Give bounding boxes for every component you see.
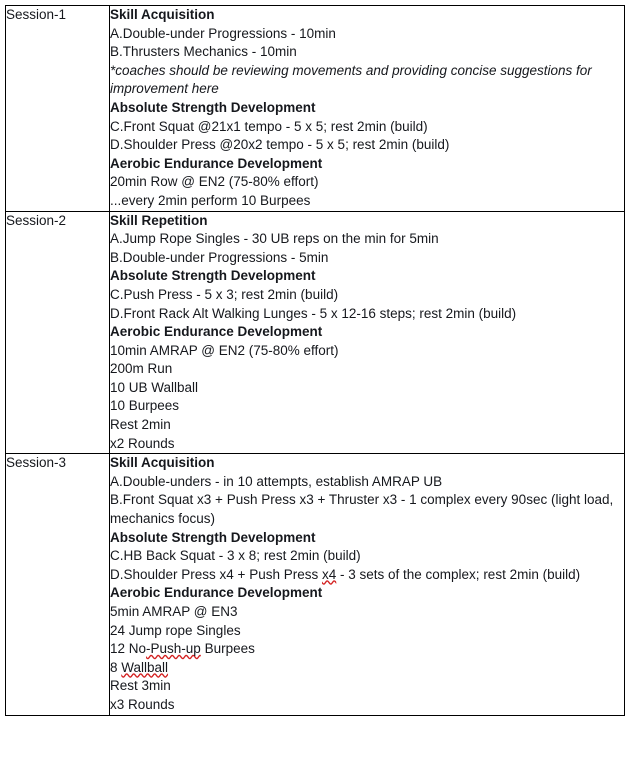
program-line-text: - 3 sets of the complex; rest 2min (build) xyxy=(336,566,581,582)
program-line: 10 Burpees xyxy=(110,398,180,414)
program-line: *coaches should be reviewing movements and providing concise suggestions for improvement here xyxy=(110,62,592,97)
session-label: Session-3 xyxy=(6,455,67,471)
program-line-text: 12 No xyxy=(110,641,147,657)
program-line: Rest 3min xyxy=(110,678,171,694)
program-line: 20min Row @ EN2 (75-80% effort) xyxy=(110,174,319,190)
session-label-cell xyxy=(6,454,110,715)
table-row xyxy=(6,454,625,715)
session-label-cell xyxy=(6,211,110,454)
program-line: 10min AMRAP @ EN2 (75-80% effort) xyxy=(110,342,339,358)
program-line: C.HB Back Squat - 3 x 8; rest 2min (build) xyxy=(110,548,361,564)
program-line: A.Double-under Progressions - 10min xyxy=(110,25,336,41)
program-line: C.Front Squat @21x1 tempo - 5 x 5; rest 2min (build) xyxy=(110,118,428,134)
session-program-cell xyxy=(110,454,625,715)
program-line: D.Shoulder Press @20x2 tempo - 5 x 5; rest 2min (build) xyxy=(110,137,450,153)
program-line: 5min AMRAP @ EN3 xyxy=(110,604,238,619)
program-line: A.Jump Rope Singles - 30 UB reps on the min for 5min xyxy=(110,231,439,247)
session-label-cell xyxy=(6,6,110,212)
block-heading: Skill Repetition xyxy=(110,212,208,228)
block-heading: Aerobic Endurance Development xyxy=(110,324,323,340)
program-line xyxy=(110,659,624,678)
block-heading: Absolute Strength Development xyxy=(110,99,316,115)
table-row xyxy=(6,6,625,212)
program-line: D.Front Rack Alt Walking Lunges - 5 x 12-16 steps; rest 2min (build) xyxy=(110,305,517,321)
block-heading: Aerobic Endurance Development xyxy=(110,585,323,601)
program-line: 200m Run xyxy=(110,361,173,377)
program-line: ...every 2min perform 10 Burpees xyxy=(110,192,311,208)
session-program-cell xyxy=(110,211,625,454)
spellcheck-flagged-text: -Push-up xyxy=(146,641,201,657)
spellcheck-flagged-text: Wallball xyxy=(121,659,169,675)
program-line: x2 Rounds xyxy=(110,435,175,451)
session-label: Session-1 xyxy=(6,7,67,22)
program-line-text: D.Shoulder Press x4 + Push Press xyxy=(110,566,322,582)
program-line: B.Front Squat x3 + Push Press x3 + Thruster x3 - 1 complex every 90sec (light load, mechanics focus) xyxy=(110,492,614,527)
table-row xyxy=(6,211,625,454)
table-body xyxy=(6,6,625,716)
block-heading: Skill Acquisition xyxy=(110,7,215,22)
program-line: 24 Jump rope Singles xyxy=(110,622,241,638)
program-line xyxy=(110,566,624,585)
program-line: B.Double-under Progressions - 5min xyxy=(110,249,329,265)
program-line: B.Thrusters Mechanics - 10min xyxy=(110,44,297,60)
program-line: 10 UB Wallball xyxy=(110,379,199,395)
program-line: Rest 2min xyxy=(110,417,171,433)
program-line xyxy=(110,640,624,659)
program-line: A.Double-unders - in 10 attempts, establish AMRAP UB xyxy=(110,473,443,489)
workout-program-table xyxy=(5,5,625,716)
program-line-text: 8 xyxy=(110,659,122,675)
session-program-cell xyxy=(110,6,625,212)
spellcheck-flagged-text: x4 xyxy=(321,566,337,582)
session-label: Session-2 xyxy=(6,212,67,228)
program-line: x3 Rounds xyxy=(110,696,175,712)
block-heading: Aerobic Endurance Development xyxy=(110,155,323,171)
program-line: C.Push Press - 5 x 3; rest 2min (build) xyxy=(110,286,339,302)
block-heading: Absolute Strength Development xyxy=(110,529,316,545)
block-heading: Skill Acquisition xyxy=(110,455,215,471)
block-heading: Absolute Strength Development xyxy=(110,268,316,284)
program-line-text: Burpees xyxy=(200,641,255,657)
